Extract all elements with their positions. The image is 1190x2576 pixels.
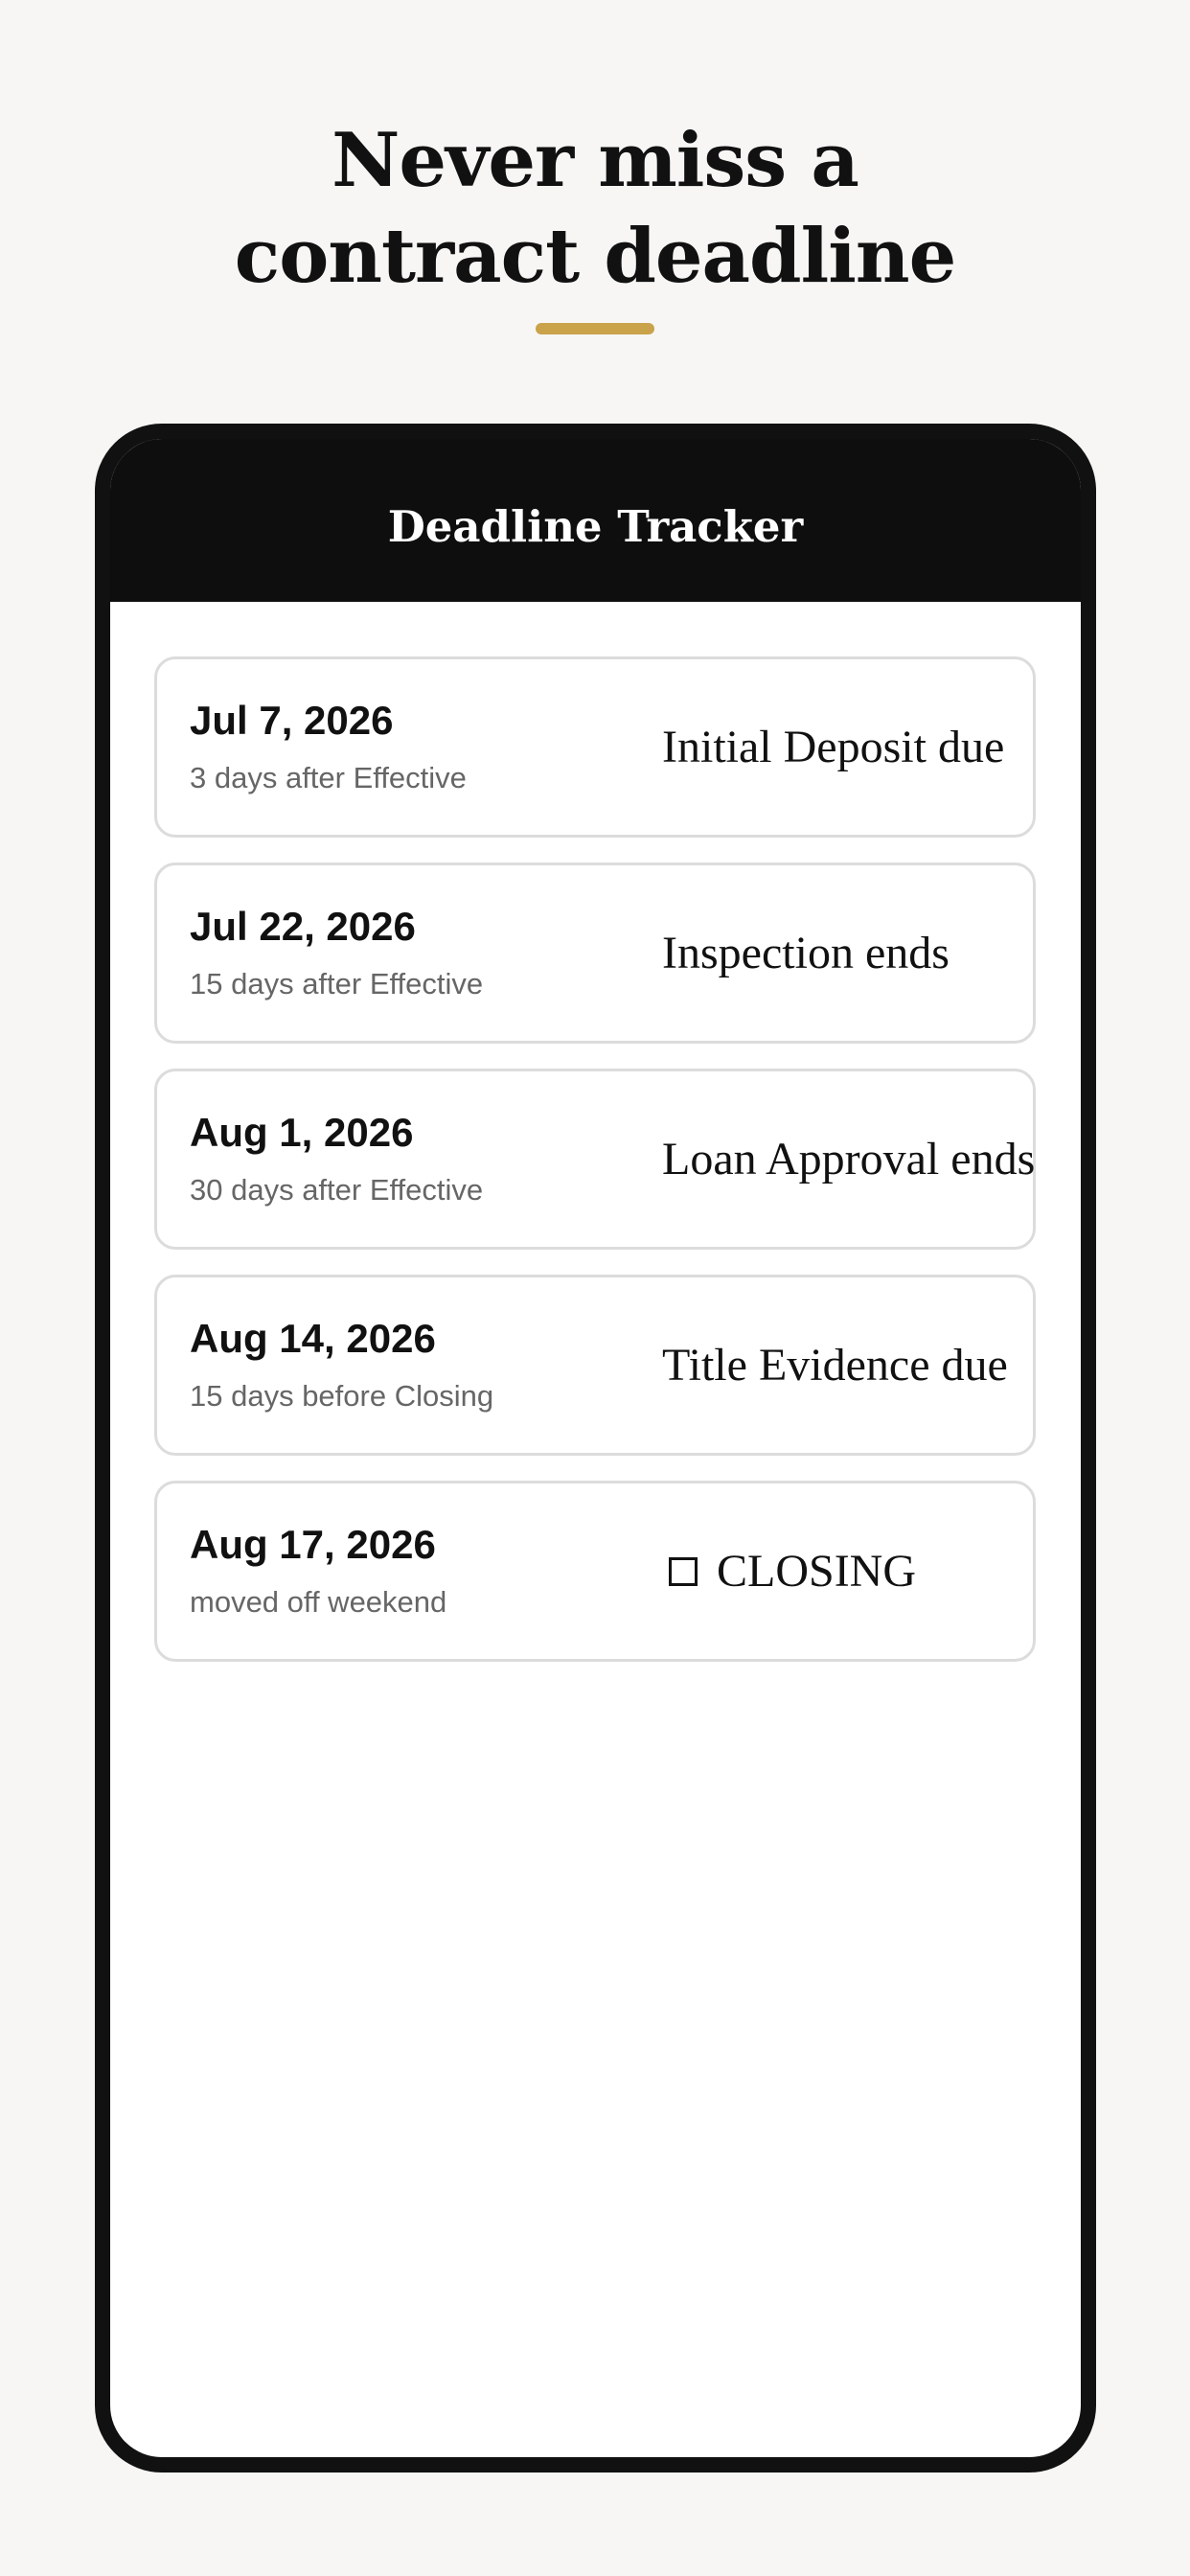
deadline-offset: 15 days after Effective	[190, 967, 484, 1000]
deadline-offset: 15 days before Closing	[190, 1379, 494, 1413]
deadline-date: Jul 7, 2026	[190, 698, 394, 743]
deadline-date: Jul 22, 2026	[190, 904, 416, 949]
app-header	[110, 439, 1081, 602]
deadline-card[interactable]	[154, 656, 1036, 838]
deadline-event-label: Loan Approval ends	[662, 1134, 1036, 1184]
deadline-event-label: Initial Deposit due	[662, 722, 1005, 772]
deadline-event-label: CLOSING	[717, 1546, 917, 1597]
deadline-date: Aug 1, 2026	[190, 1110, 414, 1155]
deadline-date: Aug 17, 2026	[190, 1522, 436, 1567]
deadline-card[interactable]	[154, 1275, 1036, 1456]
deadline-card[interactable]	[154, 1069, 1036, 1250]
deadline-list	[154, 656, 1036, 1687]
deadline-event	[662, 1133, 1035, 1185]
deadline-event	[662, 721, 1004, 773]
deadline-card[interactable]	[154, 1481, 1036, 1662]
checkbox-icon[interactable]	[669, 1557, 698, 1586]
deadline-event	[662, 1545, 916, 1598]
accent-divider	[536, 323, 654, 334]
deadline-card[interactable]	[154, 862, 1036, 1044]
deadline-offset: 3 days after Effective	[190, 761, 467, 794]
deadline-event	[662, 927, 950, 979]
phone-frame	[95, 424, 1096, 2472]
headline	[0, 113, 1190, 305]
headline-line-2: contract deadline	[234, 213, 956, 300]
headline-line-1: Never miss a	[332, 117, 858, 204]
deadline-event-label: Inspection ends	[662, 928, 950, 978]
deadline-offset: 30 days after Effective	[190, 1173, 484, 1207]
deadline-event	[662, 1339, 1008, 1392]
deadline-event-label: Title Evidence due	[662, 1340, 1008, 1391]
deadline-date: Aug 14, 2026	[190, 1316, 436, 1361]
deadline-offset: moved off weekend	[190, 1585, 447, 1619]
app-title: Deadline Tracker	[387, 500, 804, 552]
